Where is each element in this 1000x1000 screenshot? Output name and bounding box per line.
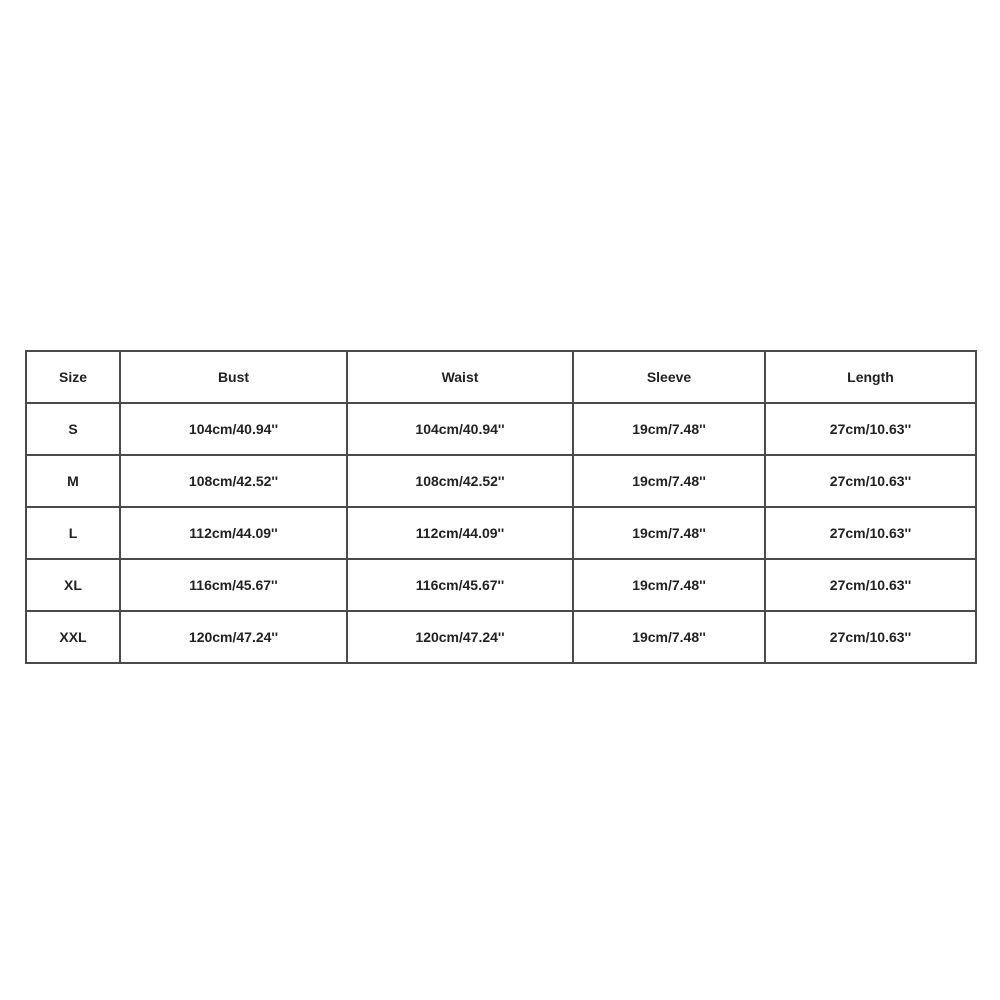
table-header-row — [26, 351, 976, 403]
cell-waist: 108cm/42.52'' — [347, 455, 573, 507]
header-size: Size — [26, 351, 120, 403]
cell-bust: 104cm/40.94'' — [120, 403, 347, 455]
table-row — [26, 455, 976, 507]
cell-bust: 108cm/42.52'' — [120, 455, 347, 507]
cell-bust: 116cm/45.67'' — [120, 559, 347, 611]
header-sleeve: Sleeve — [573, 351, 765, 403]
cell-size: XXL — [26, 611, 120, 663]
cell-length: 27cm/10.63'' — [765, 455, 976, 507]
cell-sleeve: 19cm/7.48'' — [573, 507, 765, 559]
cell-waist: 116cm/45.67'' — [347, 559, 573, 611]
cell-bust: 112cm/44.09'' — [120, 507, 347, 559]
cell-length: 27cm/10.63'' — [765, 611, 976, 663]
cell-waist: 112cm/44.09'' — [347, 507, 573, 559]
header-bust: Bust — [120, 351, 347, 403]
cell-length: 27cm/10.63'' — [765, 559, 976, 611]
cell-sleeve: 19cm/7.48'' — [573, 611, 765, 663]
table-row — [26, 559, 976, 611]
cell-sleeve: 19cm/7.48'' — [573, 455, 765, 507]
cell-sleeve: 19cm/7.48'' — [573, 559, 765, 611]
cell-bust: 120cm/47.24'' — [120, 611, 347, 663]
cell-size: M — [26, 455, 120, 507]
cell-waist: 104cm/40.94'' — [347, 403, 573, 455]
cell-size: L — [26, 507, 120, 559]
cell-length: 27cm/10.63'' — [765, 403, 976, 455]
header-waist: Waist — [347, 351, 573, 403]
table-row — [26, 403, 976, 455]
table-row — [26, 611, 976, 663]
header-length: Length — [765, 351, 976, 403]
cell-sleeve: 19cm/7.48'' — [573, 403, 765, 455]
cell-size: S — [26, 403, 120, 455]
size-chart-table — [25, 350, 977, 664]
cell-size: XL — [26, 559, 120, 611]
cell-waist: 120cm/47.24'' — [347, 611, 573, 663]
table-row — [26, 507, 976, 559]
cell-length: 27cm/10.63'' — [765, 507, 976, 559]
